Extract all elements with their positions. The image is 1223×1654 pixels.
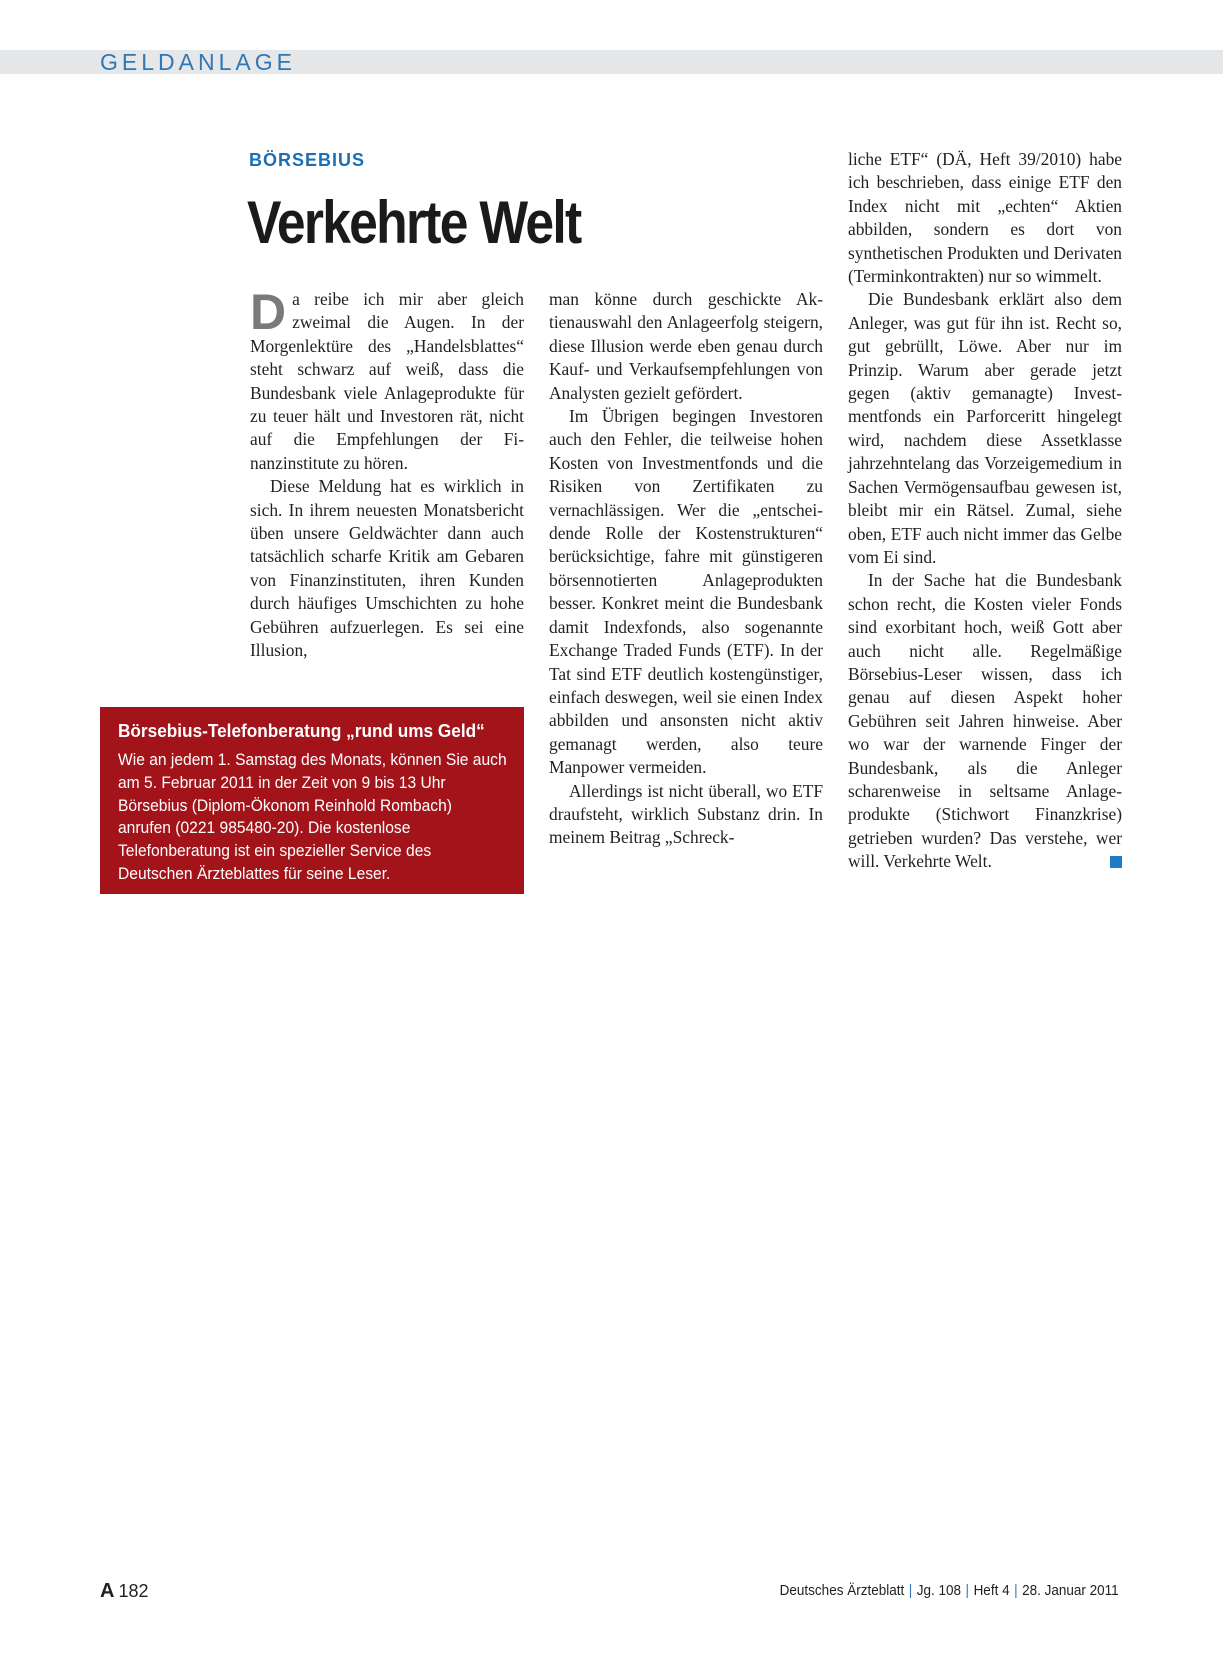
- article-kicker: BÖRSEBIUS: [249, 150, 366, 170]
- article-column-2: [549, 288, 823, 850]
- separator: |: [1014, 1582, 1018, 1599]
- page-folio: [100, 1580, 149, 1603]
- separator: |: [909, 1582, 913, 1599]
- paragraph: Im Übrigen begingen Investoren auch den Fehler, die teilweise hohen Kosten von Investmentfonds und die Risiken von Zertifikaten zu vernachlässigen. Wer die „entscheidende Rolle der Kostenstrukturen“ berücksichtige, fahre mit günstigeren börsennotierten Anlageprodukten besser. Konkret meint die Bundesbank damit Indexfonds, also sogenannte Exchange Traded Funds (ETF). In der Tat sind ETF deutlich kostengünstiger, einfach deswegen, weil sie einen Index abbilden und ansonsten nicht aktiv gemanagt werden, also teure Manpower vermeiden.: [549, 406, 823, 778]
- page-prefix: A: [100, 1580, 115, 1602]
- info-box-text: Wie an jedem 1. Samstag des Monats, können Sie auch am 5. Februar 2011 in der Zeit von 9 bis 13 Uhr Börsebius (Diplom-Ökonom Reinhold Rombach) anrufen (0221 985480-20). Die kostenlose Telefonberatung ist ein spezieller Service des Deutschen Ärzteblattes für seine Leser.: [118, 750, 507, 883]
- paragraph: Die Bundesbank erklärt also dem Anleger, was gut für ihn ist. Recht so, gut gebrüllt, Löwe. Aber nur im Prinzip. Warum aber gerade jetzt gegen (aktiv gemanagte) Investmentfonds ein Parforceritt hingelegt wird, nachdem diese Assetklasse jahrzehntelang das Vorzeigemedium in Sachen Vermögensaufbau gewesen ist, bleibt mir ein Rätsel. Zumal, siehe oben, ETF auch nicht immer das Gelbe vom Ei sind.: [848, 289, 1122, 567]
- article-column-3: [848, 148, 1122, 874]
- paragraph: [848, 569, 1122, 873]
- article-column-1: [250, 284, 524, 663]
- paragraph: man könne durch geschickte Aktienauswahl den Anlageerfolg steigern, diese Illusion werde eben genau durch Kauf- und Verkaufsempfehlungen von Analysten gezielt gefördert.: [549, 289, 823, 403]
- journal-name: Deutsches Ärzteblatt: [779, 1582, 905, 1599]
- end-of-article-square-icon: [1110, 856, 1122, 868]
- separator: |: [965, 1582, 970, 1599]
- info-box-title: Börsebius-Telefonberatung „rund ums Geld“: [118, 720, 485, 741]
- paragraph: Diese Meldung hat es wirklich in sich. In ihrem neuesten Monatsbericht üben unsere Geldwächter dann auch tatsächlich scharfe Kritik am Gebaren von Finanzinstituten, ihren Kunden durch häufiges Umschichten zu hohe Gebühren aufzuerlegen. Es sei eine Illusion,: [250, 476, 524, 661]
- paragraph: [250, 284, 524, 475]
- paragraph-text: In der Sache hat die Bundesbank schon recht, die Kosten vieler Fonds sind exorbitant hoch, weiß Gott aber auch nicht alle. Regelmäßige Börsebius-Leser wissen, dass ich genau auf diesen Aspekt hoher Gebühren seit Jahren hinweise. Aber wo war der warnende Finger der Bundesbank, als die Anleger scharenweise in seltsame Anlageprodukte (Stichwort Finanzkrise) getrieben wurden? Das verstehe, wer will. Verkehrte Welt.: [848, 570, 1122, 872]
- issue-date: 28. Januar 2011: [1022, 1582, 1119, 1599]
- volume: Jg. 108: [917, 1582, 962, 1599]
- paragraph: Allerdings ist nicht überall, wo ETF draufsteht, wirklich Substanz drin. In meinem Beitrag „Schreck-: [549, 780, 823, 848]
- page-number: 182: [118, 1581, 149, 1601]
- paragraph-text: a reibe ich mir aber gleich zweimal die Augen. In der Morgenlektüre des „Handelsblattes“ steht schwarz auf weiß, dass die Bundesbank viele Anlageprodukte für zu teuer hält und Investoren rät, nicht auf die Empfehlungen der Finanzinstitute zu hören.: [250, 289, 524, 473]
- article-title: Verkehrte Welt: [247, 189, 581, 256]
- paragraph: liche ETF“ (DÄ, Heft 39/2010) habe ich beschrieben, dass einige ETF den Index nicht mit „echten“ Aktien abbilden, sondern es dort von synthetischen Produkten und Derivaten (Terminkontrakten) nur so wimmelt.: [848, 149, 1122, 287]
- info-box: [100, 707, 524, 894]
- footer-publication-info: [780, 1582, 1119, 1599]
- drop-cap: D: [250, 284, 287, 340]
- section-label: GELDANLAGE: [100, 49, 296, 75]
- issue: Heft 4: [973, 1582, 1010, 1599]
